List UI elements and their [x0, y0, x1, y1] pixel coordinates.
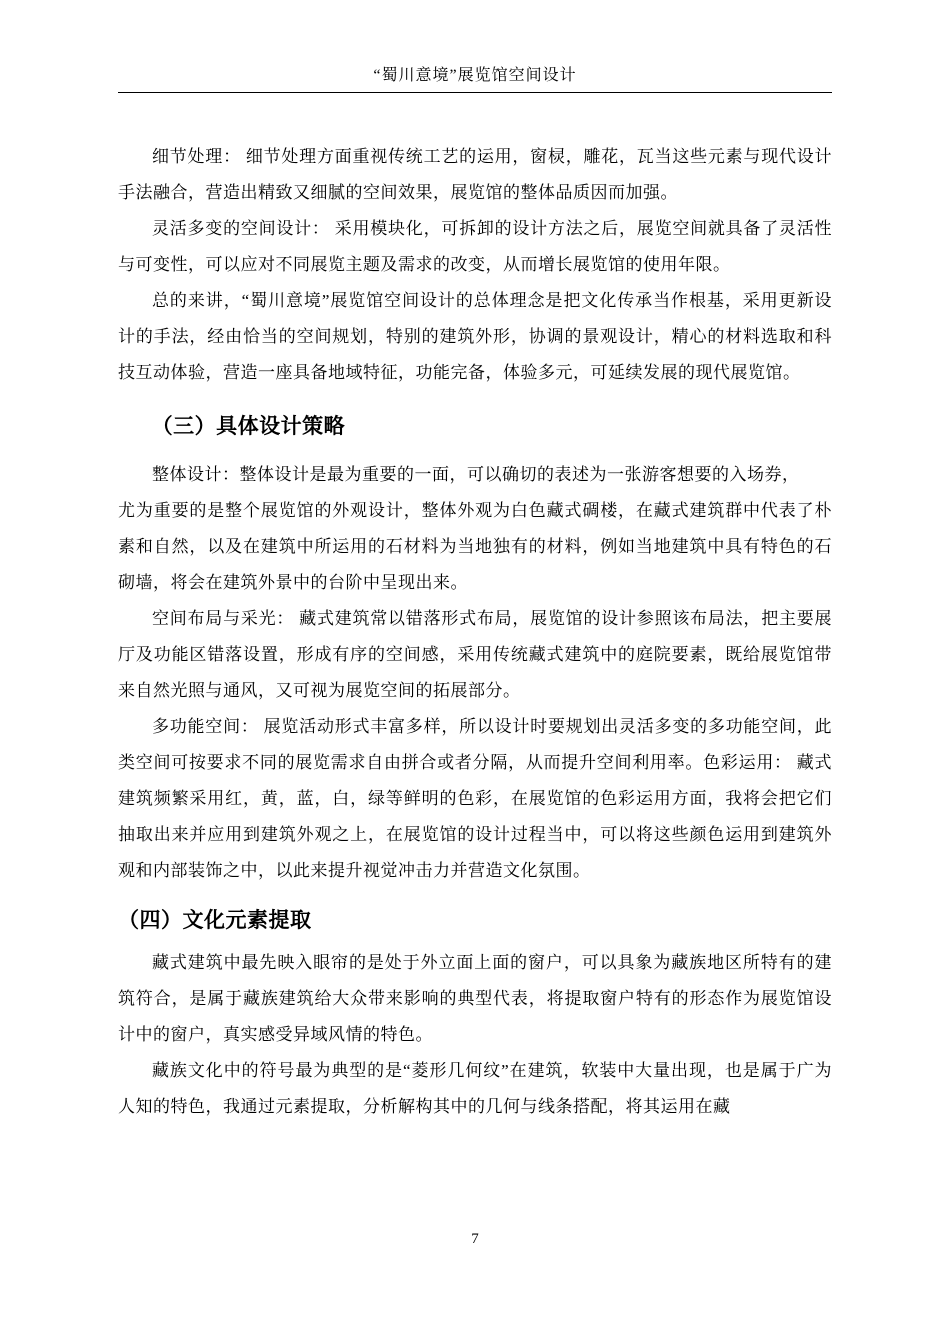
page-header-title: “蜀川意境”展览馆空间设计	[118, 62, 832, 93]
paragraph-overall-design-continued: 尤为重要的是整个展览馆的外观设计，整体外观为白色藏式碉楼，在藏式建筑群中代表了朴素和自然，以及在建筑中所运用的石材料为当地独有的材料，例如当地建筑中具有特色的石砌墙，将会在建筑外景中的台阶中呈现出来。	[118, 501, 832, 592]
paragraph-layout-and-lighting: 空间布局与采光： 藏式建筑常以错落形式布局，展览馆的设计参照该布局法，把主要展厅及功能区错落设置，形成有序的空间感，采用传统藏式建筑中的庭院要素，既给展览馆带来自然光照与通风，又可视为展览空间的拓展部分。	[118, 609, 832, 700]
paragraph-tibetan-symbols: 藏族文化中的符号最为典型的是“菱形几何纹”在建筑，软装中大量出现，也是属于广为人知的特色，我通过元素提取，分析解构其中的几何与线条搭配，将其运用在藏	[118, 1061, 832, 1116]
section-heading-four: （四）文化元素提取	[118, 909, 312, 932]
paragraph-multifunction-space-and-color: 多功能空间： 展览活动形式丰富多样，所以设计时要规划出灵活多变的多功能空间，此类空间可按要求不同的展览需求自由拼合或者分隔，从而提升空间利用率。色彩运用： 藏式建筑频繁采用红，黄，蓝，白，绿等鲜明的色彩，在展览馆的色彩运用方面，我将会把它们抽取出来并应用到建筑外观之上，在展览馆的设计过程当中，可以将这些颜色运用到建筑外观和内部装饰之中，以此来提升视觉冲击力并营造文化氛围。	[118, 717, 832, 880]
paragraph-flexible-space-design: 灵活多变的空间设计： 采用模块化，可拆卸的设计方法之后，展览空间就具备了灵活性与可变性，可以应对不同展览主题及需求的改变，从而增长展览馆的使用年限。	[118, 219, 832, 274]
paragraph-overall-design: 整体设计：整体设计是最为重要的一面，可以确切的表述为一张游客想要的入场券，	[152, 465, 800, 484]
paragraph-summary: 总的来讲，“蜀川意境”展览馆空间设计的总体理念是把文化传承当作根基，采用更新设计的手法，经由恰当的空间规划，特别的建筑外形，协调的景观设计，精心的材料选取和科技互动体验，营造一座具备地域特征，功能完备，体验多元，可延续发展的现代展览馆。	[118, 291, 832, 382]
page-number: 7	[471, 1231, 479, 1247]
paragraph-tibetan-windows: 藏式建筑中最先映入眼帘的是处于外立面上面的窗户，可以具象为藏族地区所特有的建筑符合，是属于藏族建筑给大众带来影响的典型代表，将提取窗户特有的形态作为展览馆设计中的窗户，真实感受异域风情的特色。	[118, 953, 832, 1044]
section-heading-three: （三）具体设计策略	[151, 415, 346, 438]
document-body	[118, 139, 832, 1125]
paragraph-detail-treatment: 细节处理： 细节处理方面重视传统工艺的运用，窗棂，雕花，瓦当这些元素与现代设计手法融合，营造出精致又细腻的空间效果，展览馆的整体品质因而加强。	[118, 147, 832, 202]
